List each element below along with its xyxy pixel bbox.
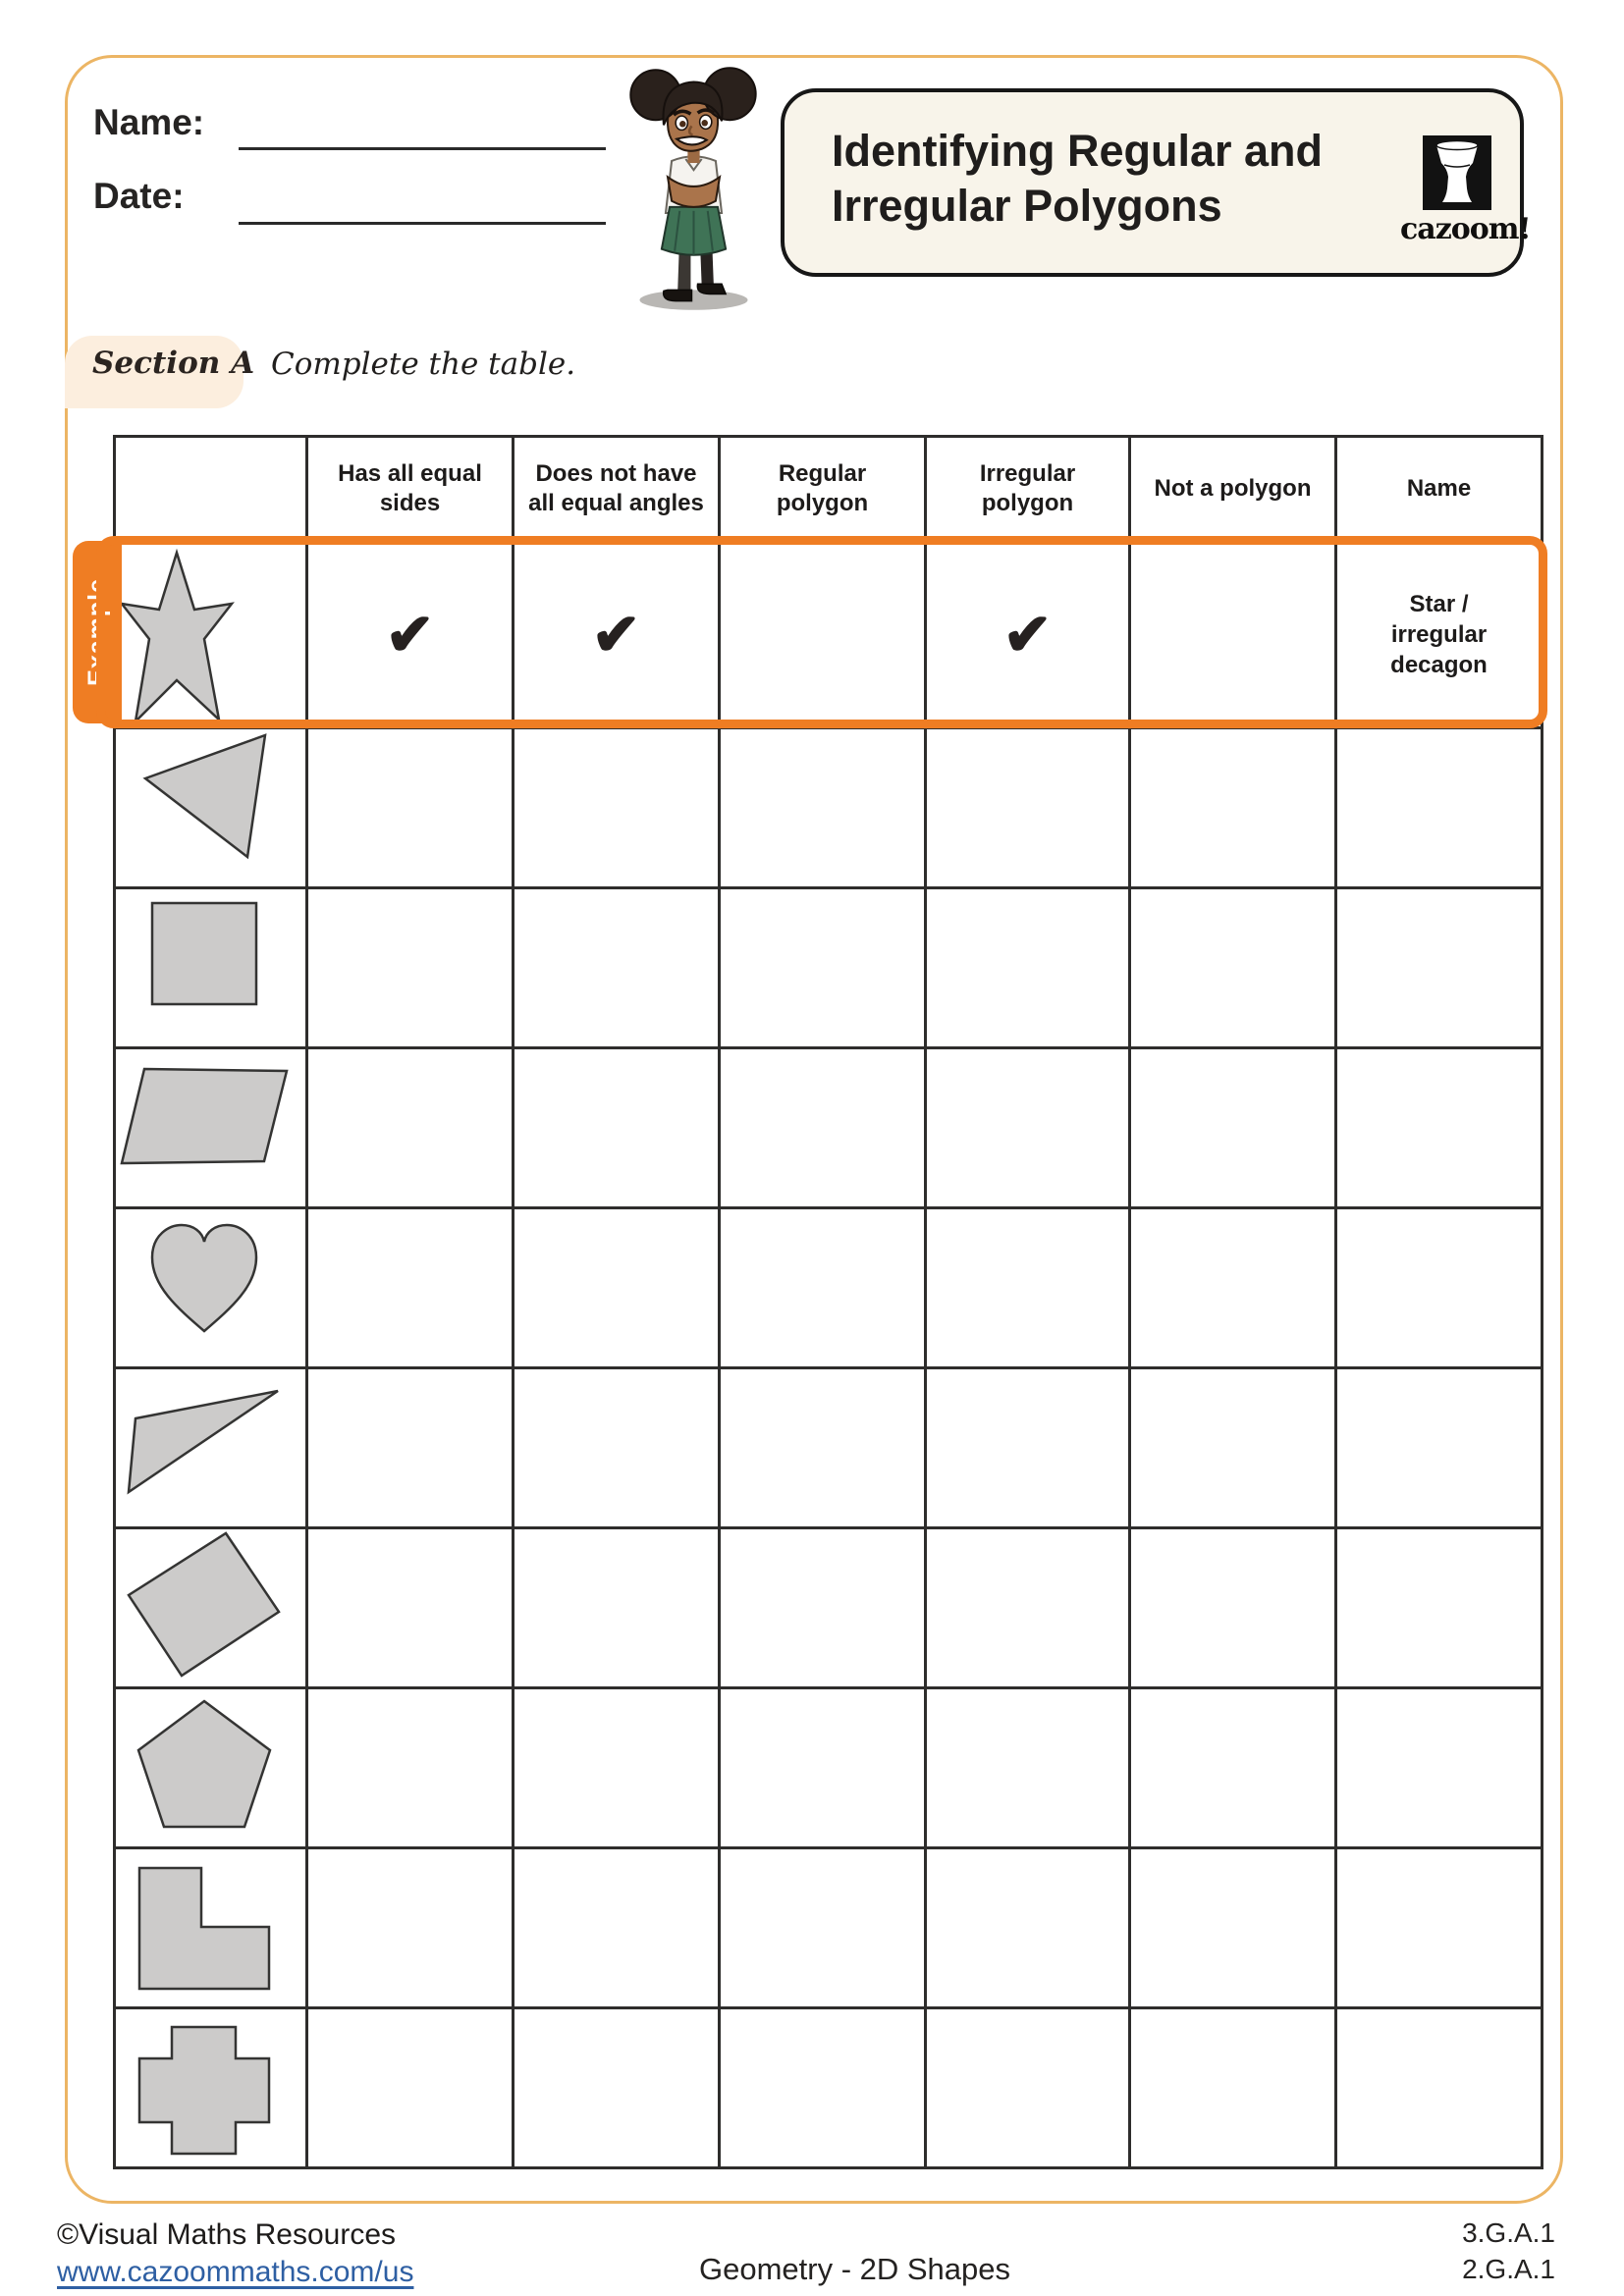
footer-copyright: ©Visual Maths Resources: [57, 2218, 397, 2251]
table-header-row: [115, 437, 1543, 542]
answer-cell[interactable]: [1336, 1848, 1543, 2008]
answer-cell[interactable]: [1336, 728, 1543, 888]
col-header-equal-sides: Has all equal sides: [307, 437, 514, 542]
answer-cell[interactable]: [1130, 1048, 1336, 1208]
answer-cell[interactable]: [1336, 888, 1543, 1048]
answer-cell[interactable]: [926, 1528, 1130, 1688]
table-row: [115, 888, 1543, 1048]
answer-cell[interactable]: [720, 1368, 926, 1528]
rotated-rectangle-shape-icon: [116, 1531, 305, 1685]
example-row: [115, 542, 1543, 728]
answer-cell[interactable]: [307, 1848, 514, 2008]
example-mark-irregular: ✔: [926, 542, 1130, 728]
standard-code: 3.G.A.1: [1462, 2217, 1555, 2248]
polygon-table: [113, 435, 1543, 2169]
answer-cell[interactable]: [307, 1688, 514, 1848]
answer-cell[interactable]: [514, 888, 720, 1048]
footer-topic: Geometry - 2D Shapes: [699, 2252, 1011, 2286]
answer-cell[interactable]: [514, 1208, 720, 1368]
answer-cell[interactable]: [307, 888, 514, 1048]
table-row: [115, 1368, 1543, 1528]
example-mark-not-polygon: [1130, 542, 1336, 728]
example-tab-label: Example: [82, 578, 111, 686]
parallelogram-shape-icon: [116, 1051, 305, 1205]
answer-cell[interactable]: [1336, 1688, 1543, 1848]
answer-cell[interactable]: [1130, 2008, 1336, 2168]
answer-cell[interactable]: [514, 1528, 720, 1688]
col-header-not-polygon: Not a polygon: [1130, 437, 1336, 542]
shape-cross-cell: [115, 2008, 307, 2168]
answer-cell[interactable]: [720, 2008, 926, 2168]
cazoom-drum-icon: [1423, 135, 1491, 210]
triangle-shape-icon: [116, 731, 305, 885]
example-mark-not-equal-angles: ✔: [514, 542, 720, 728]
example-mark-regular: [720, 542, 926, 728]
l-shape-icon: [116, 1851, 305, 2005]
cross-shape-icon: [116, 2011, 305, 2165]
section-a-instruction: Complete the table.: [271, 347, 576, 382]
standard-code: 2.G.A.1: [1462, 2254, 1555, 2284]
example-mark-equal-sides: ✔: [307, 542, 514, 728]
answer-cell[interactable]: [926, 1048, 1130, 1208]
answer-cell[interactable]: [514, 2008, 720, 2168]
table-row: [115, 2008, 1543, 2168]
shape-square-cell: [115, 888, 307, 1048]
pentagon-shape-icon: [116, 1691, 305, 1845]
answer-cell[interactable]: [1130, 1688, 1336, 1848]
answer-cell[interactable]: [720, 1528, 926, 1688]
answer-cell[interactable]: [1336, 1048, 1543, 1208]
answer-cell[interactable]: [720, 888, 926, 1048]
answer-cell[interactable]: [720, 1848, 926, 2008]
answer-cell[interactable]: [307, 1208, 514, 1368]
table-row: [115, 728, 1543, 888]
shape-star-cell: [115, 542, 307, 728]
col-header-regular: Regular polygon: [720, 437, 926, 542]
col-header-not-equal-angles: Does not have all equal angles: [514, 437, 720, 542]
answer-cell[interactable]: [1130, 1208, 1336, 1368]
table-row: [115, 1528, 1543, 1688]
answer-cell[interactable]: [1130, 1528, 1336, 1688]
example-name-cell: Star / irregular decagon: [1336, 542, 1543, 728]
answer-cell[interactable]: [926, 728, 1130, 888]
student-character-illustration: [614, 63, 774, 313]
name-label: Name:: [93, 102, 205, 142]
shape-heart-cell: [115, 1208, 307, 1368]
answer-cell[interactable]: [720, 1048, 926, 1208]
answer-cell[interactable]: [514, 1688, 720, 1848]
answer-cell[interactable]: [307, 1528, 514, 1688]
shape-pentagon-cell: [115, 1688, 307, 1848]
worksheet-title: [832, 124, 1323, 234]
answer-cell[interactable]: [926, 1848, 1130, 2008]
table-row: [115, 1048, 1543, 1208]
square-shape-icon: [116, 891, 305, 1045]
col-header-irregular: Irregular polygon: [926, 437, 1130, 542]
section-a-label: Section A: [92, 346, 255, 381]
star-shape-icon: [116, 545, 305, 725]
name-input-line[interactable]: [239, 147, 606, 150]
scalene-triangle-shape-icon: [116, 1371, 305, 1525]
answer-cell[interactable]: [307, 1048, 514, 1208]
col-header-name: Name: [1336, 437, 1543, 542]
col-header-shape: [115, 437, 307, 542]
date-label: Date:: [93, 176, 185, 216]
title-line-1: Identifying Regular and: [832, 126, 1324, 176]
answer-cell[interactable]: [1130, 1848, 1336, 2008]
answer-cell[interactable]: [514, 1368, 720, 1528]
answer-cell[interactable]: [720, 1688, 926, 1848]
footer-website-link[interactable]: www.cazoommaths.com/us: [57, 2256, 414, 2288]
answer-cell[interactable]: [1130, 1368, 1336, 1528]
shape-parallelogram-cell: [115, 1048, 307, 1208]
table-row: [115, 1208, 1543, 1368]
answer-cell[interactable]: [307, 2008, 514, 2168]
cazoom-logo: [1400, 135, 1531, 246]
answer-cell[interactable]: [1130, 888, 1336, 1048]
answer-cell[interactable]: [1336, 1528, 1543, 1688]
answer-cell[interactable]: [926, 1368, 1130, 1528]
answer-cell[interactable]: [1336, 1368, 1543, 1528]
cazoom-logo-text: cazoom!: [1400, 212, 1531, 246]
answer-cell[interactable]: [926, 1208, 1130, 1368]
shape-rotated-rectangle-cell: [115, 1528, 307, 1688]
answer-cell[interactable]: [514, 728, 720, 888]
answer-cell[interactable]: [307, 1368, 514, 1528]
title-box: [781, 88, 1531, 277]
answer-cell[interactable]: [1336, 2008, 1543, 2168]
answer-cell[interactable]: [926, 888, 1130, 1048]
footer-standard-codes: [1462, 2215, 1555, 2287]
table-row: [115, 1688, 1543, 1848]
answer-cell[interactable]: [720, 1208, 926, 1368]
answer-cell[interactable]: [1130, 728, 1336, 888]
answer-cell[interactable]: [307, 728, 514, 888]
heart-shape-icon: [116, 1211, 305, 1365]
shape-l-shape-cell: [115, 1848, 307, 2008]
answer-cell[interactable]: [1336, 1208, 1543, 1368]
answer-cell[interactable]: [926, 2008, 1130, 2168]
table-row: [115, 1848, 1543, 2008]
example-tab: [73, 541, 122, 723]
title-line-2: Irregular Polygons: [832, 181, 1222, 231]
shape-scalene-triangle-cell: [115, 1368, 307, 1528]
answer-cell[interactable]: [514, 1848, 720, 2008]
date-input-line[interactable]: [239, 222, 606, 225]
answer-cell[interactable]: [514, 1048, 720, 1208]
answer-cell[interactable]: [926, 1688, 1130, 1848]
answer-cell[interactable]: [720, 728, 926, 888]
shape-triangle-cell: [115, 728, 307, 888]
